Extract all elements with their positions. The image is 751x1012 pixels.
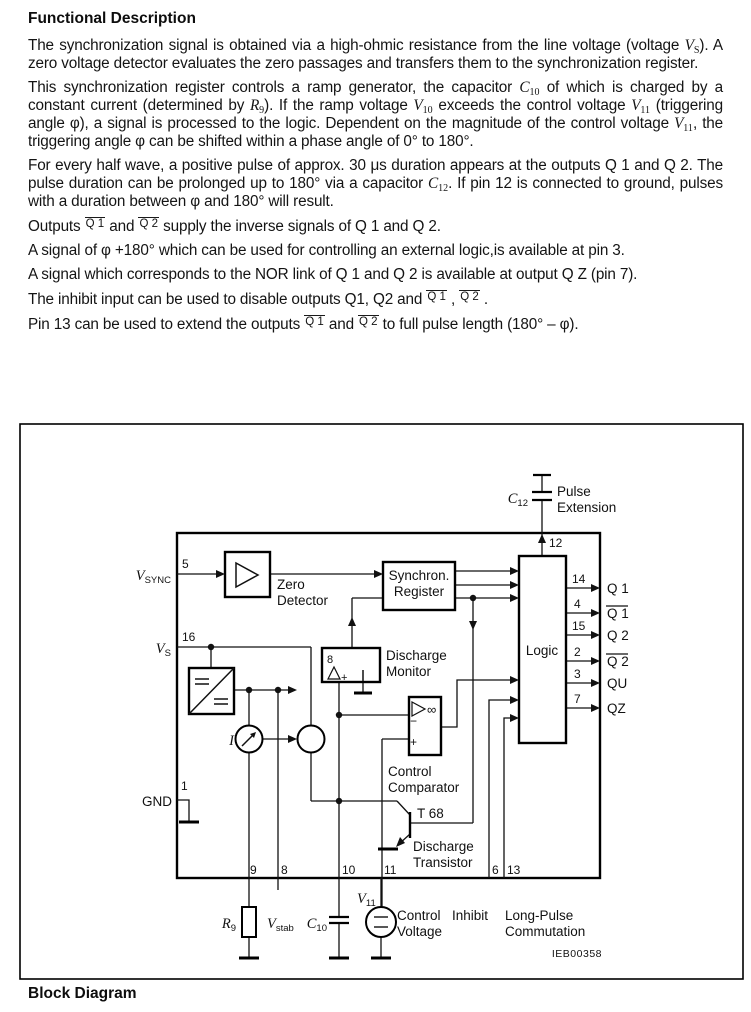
c10-capacitor-icon bbox=[329, 917, 349, 923]
paragraph: A signal of φ +180° which can be used for controlling an external logic,is available at pin 3. bbox=[28, 242, 625, 259]
current-label: I bbox=[229, 733, 234, 749]
zero-detector-label: Detector bbox=[277, 593, 329, 608]
long-pulse-label: Commutation bbox=[505, 924, 586, 939]
pin-1: 1 bbox=[181, 779, 188, 793]
inhibit-label: Inhibit bbox=[452, 908, 489, 923]
variable: $V_{11}$ bbox=[674, 115, 693, 134]
pulse-extension-label: Pulse bbox=[557, 484, 591, 499]
output-pin: 2 bbox=[574, 645, 581, 659]
inverted-signal: Q 1 bbox=[85, 218, 105, 230]
synchron-register-label: Register bbox=[393, 584, 445, 599]
logic-label: Logic bbox=[525, 643, 559, 658]
r9-label: $R_9$ bbox=[221, 916, 236, 934]
inverted-signal: Q 2 bbox=[359, 316, 378, 328]
c12-label: $C_{12}$ bbox=[507, 491, 528, 509]
v11-label: $V_{11}$ bbox=[357, 891, 376, 909]
paragraph: Outputs Q 1 and Q 2 supply the inverse signals of Q 1 and Q 2. bbox=[28, 218, 441, 235]
control-voltage-label: Control bbox=[397, 908, 441, 923]
output-pin: 3 bbox=[574, 667, 581, 681]
comparator-plus: + bbox=[410, 735, 418, 749]
output-label-q2: Q 2 bbox=[607, 628, 629, 643]
vstab-label: $V_{stab}$ bbox=[267, 916, 294, 934]
gnd-label: GND bbox=[142, 794, 172, 809]
functional-description-title: Functional Description bbox=[28, 10, 196, 27]
output-pin: 7 bbox=[574, 692, 581, 706]
pin-13: 13 bbox=[507, 863, 521, 877]
variable: $V_{11}$ bbox=[631, 97, 651, 116]
control-comparator-label: Control bbox=[388, 764, 432, 779]
vs-label: $V_S$ bbox=[155, 641, 171, 659]
output-pin: 14 bbox=[572, 572, 586, 586]
variable: $C_{12}$ bbox=[428, 175, 449, 194]
paragraph: Pin 13 can be used to extend the outputs Q 1 and Q 2 to full pulse length (180° – φ). bbox=[28, 316, 579, 333]
paragraph: The synchronization signal is obtained via a high-ohmic resistance from the line voltage (voltage $V_S$). A zero voltage detector evaluates the zero passages and transfers them to the synchronization register. bbox=[28, 37, 723, 72]
discharge-transistor-label: Transistor bbox=[413, 855, 473, 870]
output-label-q1-inv: Q 1 bbox=[607, 606, 629, 621]
discharge-monitor-label: Discharge bbox=[386, 648, 447, 663]
variable: $V_{10}$ bbox=[413, 97, 433, 116]
output-label-q1: Q 1 bbox=[607, 581, 629, 596]
pin-11: 11 bbox=[384, 863, 397, 877]
synchron-register-label: Synchron. bbox=[388, 568, 450, 583]
variable: $V_S$ bbox=[684, 37, 700, 56]
pin-12: 12 bbox=[549, 536, 563, 550]
variable: $C_{10}$ bbox=[519, 79, 540, 98]
infinity-symbol: ∞ bbox=[427, 702, 437, 717]
output-label-qu: QU bbox=[607, 676, 628, 691]
discharge-transistor-label: Discharge bbox=[413, 839, 474, 854]
v11-source-icon bbox=[366, 907, 396, 937]
transistor-label: T 68 bbox=[417, 806, 444, 821]
figure-id: IEB00358 bbox=[551, 948, 602, 960]
output-label-qz: QZ bbox=[607, 701, 626, 716]
paragraph: A signal which corresponds to the NOR link of Q 1 and Q 2 is available at output Q Z (pin 7). bbox=[28, 266, 638, 283]
comparator-minus: − bbox=[410, 714, 418, 728]
control-comparator-label: Comparator bbox=[388, 780, 460, 795]
ground-icons bbox=[179, 693, 398, 958]
monitor-plus: + bbox=[341, 672, 348, 684]
pin-6: 6 bbox=[492, 863, 499, 877]
pin-10: 10 bbox=[342, 863, 356, 877]
output-pin: 4 bbox=[574, 597, 581, 611]
c10-label: $C_{10}$ bbox=[306, 916, 327, 934]
paragraph: This synchronization register controls a ramp generator, the capacitor $C_{10}$ of which is charged by a constant current (determined by $R_9$). If the ramp voltage $V_{10}$ exceeds the control voltage $V_{11}$ (triggering angle φ), a signal is processed to the logic. Dependent on the magnitude of the control voltage $V_{11}$, the triggering angle φ can be shifted within a phase angle of 0° to 180°. bbox=[28, 79, 724, 150]
inverted-signal: Q 2 bbox=[460, 291, 479, 303]
output-pin: 15 bbox=[572, 619, 586, 633]
vsync-label: $V_{SYNC}$ bbox=[135, 568, 171, 586]
paragraph: The inhibit input can be used to disable outputs Q1, Q2 and Q 1 , Q 2 . bbox=[28, 291, 488, 308]
pin-5: 5 bbox=[182, 557, 189, 571]
zero-detector-label: Zero bbox=[277, 577, 305, 592]
block-diagram-title: Block Diagram bbox=[28, 985, 137, 1002]
r9-resistor-icon bbox=[242, 907, 256, 937]
inverted-signal: Q 1 bbox=[305, 316, 324, 328]
current-source-icon bbox=[236, 726, 263, 753]
current-mirror-icon bbox=[298, 726, 325, 753]
variable: $R_9$ bbox=[249, 97, 265, 116]
inverted-signal: Q 1 bbox=[427, 291, 446, 303]
pin-8: 8 bbox=[281, 863, 288, 877]
pulse-extension-label: Extension bbox=[557, 500, 617, 515]
discharge-monitor-label: Monitor bbox=[386, 664, 432, 679]
pin-8-monitor: 8 bbox=[327, 654, 334, 666]
inverted-signal: Q 2 bbox=[139, 218, 158, 230]
pin-16: 16 bbox=[182, 630, 196, 644]
pin-9: 9 bbox=[250, 863, 257, 877]
output-label-q2-inv: Q 2 bbox=[607, 654, 629, 669]
long-pulse-label: Long-Pulse bbox=[505, 908, 574, 923]
paragraph: For every half wave, a positive pulse of approx. 30 μs duration appears at the outputs Q 1 and Q 2. The pulse duration can be prolonged up to 180° via a capacitor $C_{12}$. If pin 12 is connected to ground, pulses with a duration between φ and 180° will result. bbox=[28, 157, 723, 210]
control-voltage-label: Voltage bbox=[397, 924, 443, 939]
discharge-transistor-icon bbox=[396, 812, 410, 847]
